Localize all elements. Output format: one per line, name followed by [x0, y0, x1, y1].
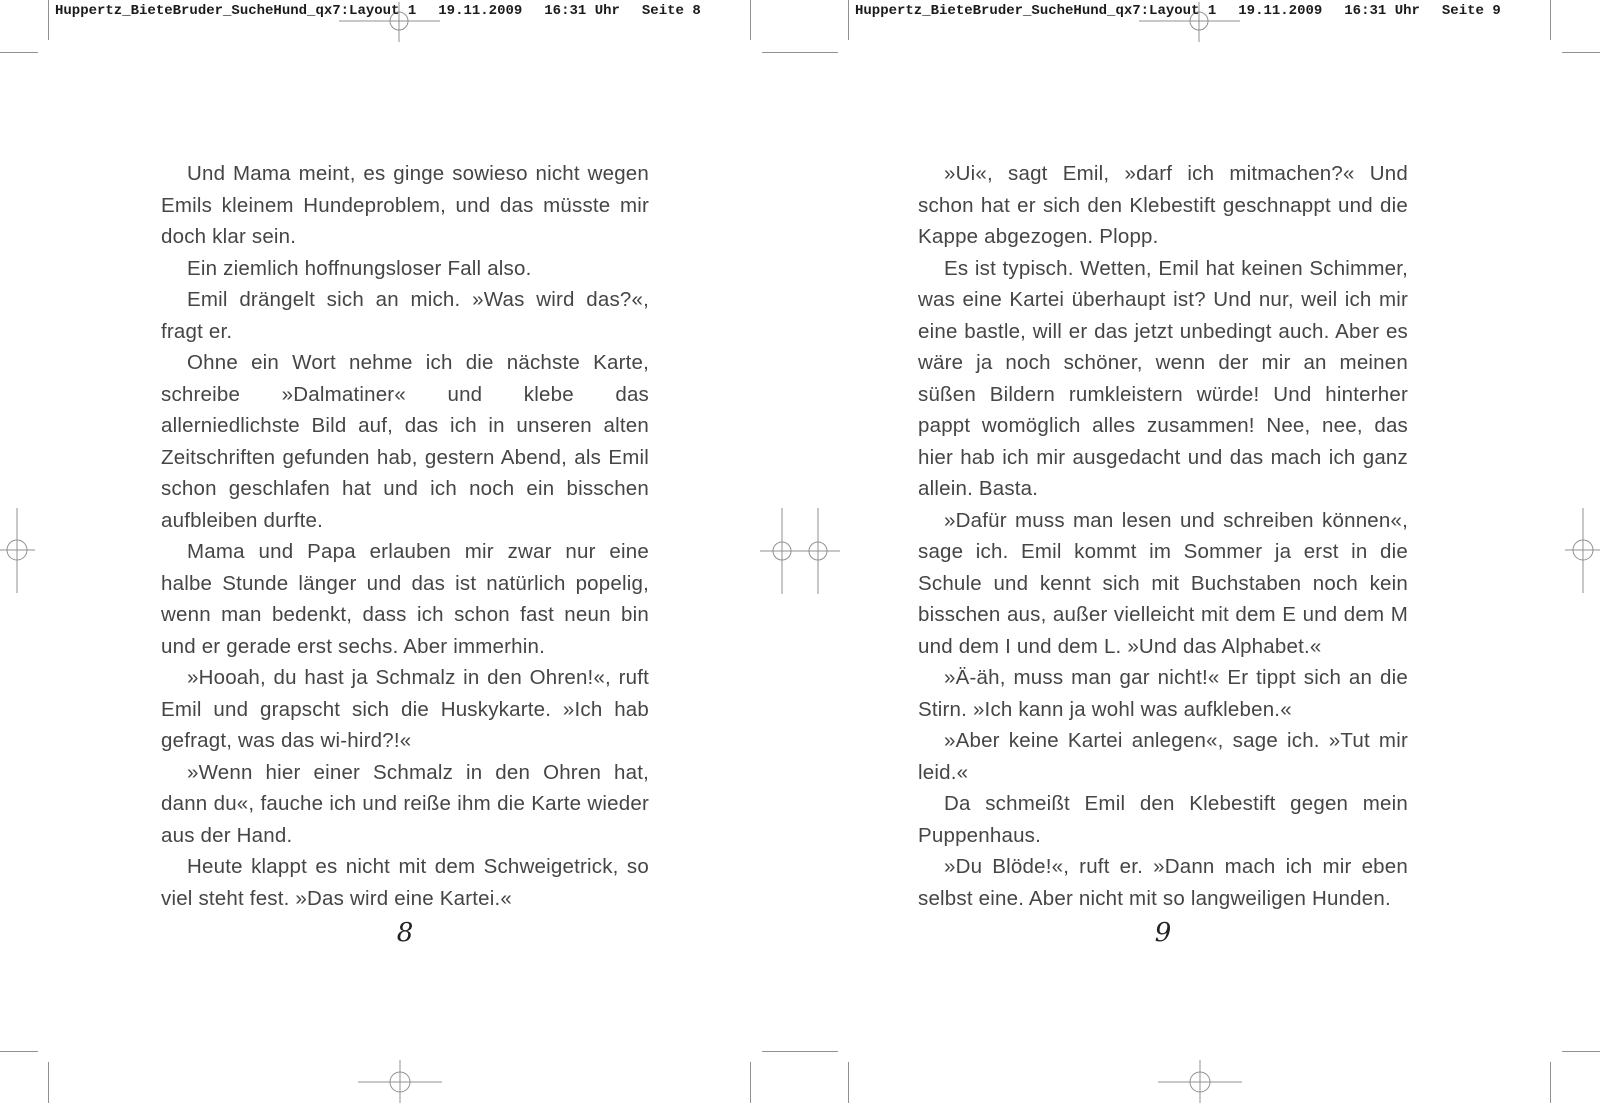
paragraph: »Aber keine Kartei anlegen«, sage ich. »Tut mir leid.« [918, 729, 1408, 784]
page-number-right: 9 [1154, 918, 1172, 948]
slug-date: 19.11.2009 [1238, 3, 1323, 19]
registration-mark [1560, 508, 1600, 593]
crop-mark [1550, 1062, 1551, 1103]
paragraph: »Dafür muss man lesen und schreiben können«, sage ich. Emil kommt im Sommer ja erst in die Schule und kennt sich mit Buchstaben noch kein bisschen aus, außer vielleicht mit dem E und dem M und dem I und dem L. »Und das Alphabet.« [918, 508, 1408, 658]
slug-line-left [55, 3, 701, 19]
crop-mark [848, 1062, 849, 1103]
crop-mark [0, 1051, 38, 1052]
paragraph: »Ui«, sagt Emil, »darf ich mitmachen?« Und schon hat er sich den Klebestift geschnappt und die Kappe abgezogen. Plopp. [918, 162, 1408, 248]
crop-mark [1550, 0, 1551, 40]
paragraph: Mama und Papa erlauben mir zwar nur eine halbe Stunde länger und das ist natürlich popelig, wenn man bedenkt, dass ich schon fast neun bin und er gerade erst sechs. Aber immerhin. [161, 540, 649, 658]
crop-mark [48, 1062, 49, 1103]
paragraph: »Ä-äh, muss man gar nicht!« Er tippt sich an die Stirn. »Ich kann ja wohl was aufkleben.« [918, 666, 1408, 721]
slug-line-right [855, 3, 1501, 19]
page-9-text-block [918, 158, 1408, 914]
registration-mark-gutter [760, 508, 840, 594]
page-8-text-block [161, 158, 649, 914]
paragraph: Und Mama meint, es ginge sowieso nicht wegen Emils kleinem Hundeproblem, und das müsste mir doch klar sein. [161, 162, 649, 248]
crop-mark [848, 0, 849, 40]
paragraph: Ohne ein Wort nehme ich die nächste Karte, schreibe »Dalmatiner« und klebe das allerniedlichste Bild auf, das ich in unseren alten Zeitschriften gefunden hab, gestern Abend, als Emil schon geschlafen hat und ich noch ein bisschen aufbleiben durfte. [161, 351, 649, 532]
paragraph: »Du Blöde!«, ruft er. »Dann mach ich mir eben selbst eine. Aber nicht mit so langweiligen Hunden. [918, 855, 1408, 910]
slug-date: 19.11.2009 [438, 3, 523, 19]
paragraph: »Wenn hier einer Schmalz in den Ohren hat, dann du«, fauche ich und reiße ihm die Karte wieder aus der Hand. [161, 760, 649, 847]
paragraph: Da schmeißt Emil den Klebestift gegen mein Puppenhaus. [918, 792, 1408, 847]
slug-document: Huppertz_BieteBruder_SucheHund_qx7:Layout 1 [55, 3, 417, 19]
registration-mark [0, 508, 40, 593]
slug-page: Seite 8 [641, 3, 701, 19]
slug-time: 16:31 Uhr [544, 3, 620, 19]
crop-mark [48, 0, 49, 40]
slug-page: Seite 9 [1441, 3, 1501, 19]
slug-document: Huppertz_BieteBruder_SucheHund_qx7:Layout 1 [855, 3, 1217, 19]
crop-mark [750, 1062, 751, 1103]
registration-mark [358, 1060, 442, 1103]
paragraph: Ein ziemlich hoffnungsloser Fall also. [187, 256, 532, 280]
crop-mark [762, 1051, 838, 1052]
crop-mark [1562, 52, 1600, 53]
slug-time: 16:31 Uhr [1344, 3, 1420, 19]
crop-mark [0, 52, 38, 53]
paragraph: Heute klappt es nicht mit dem Schweigetrick, so viel steht fest. »Das wird eine Kartei.« [161, 855, 649, 910]
paragraph: Emil drängelt sich an mich. »Was wird das?«, fragt er. [161, 288, 649, 343]
registration-mark [1158, 1060, 1242, 1103]
paragraph: »Hooah, du hast ja Schmalz in den Ohren!«, ruft Emil und grapscht sich die Huskykarte. »Ich hab gefragt, was das wi-hird?!« [161, 666, 649, 752]
crop-mark [762, 52, 838, 53]
crop-mark [1562, 1051, 1600, 1052]
page-number-left: 8 [396, 918, 414, 948]
crop-mark [750, 0, 751, 40]
paragraph: Es ist typisch. Wetten, Emil hat keinen Schimmer, was eine Kartei überhaupt ist? Und nur, weil ich mir eine bastle, will er das jetzt unbedingt auch. Aber es wäre ja noch schöner, wenn der mir an meinen süßen Bildern rumkleistern würde! Und hinterher pappt womöglich alles zusammen! Nee, nee, das hier hab ich mir ausgedacht und das mach ich ganz allein. Basta. [918, 256, 1408, 500]
